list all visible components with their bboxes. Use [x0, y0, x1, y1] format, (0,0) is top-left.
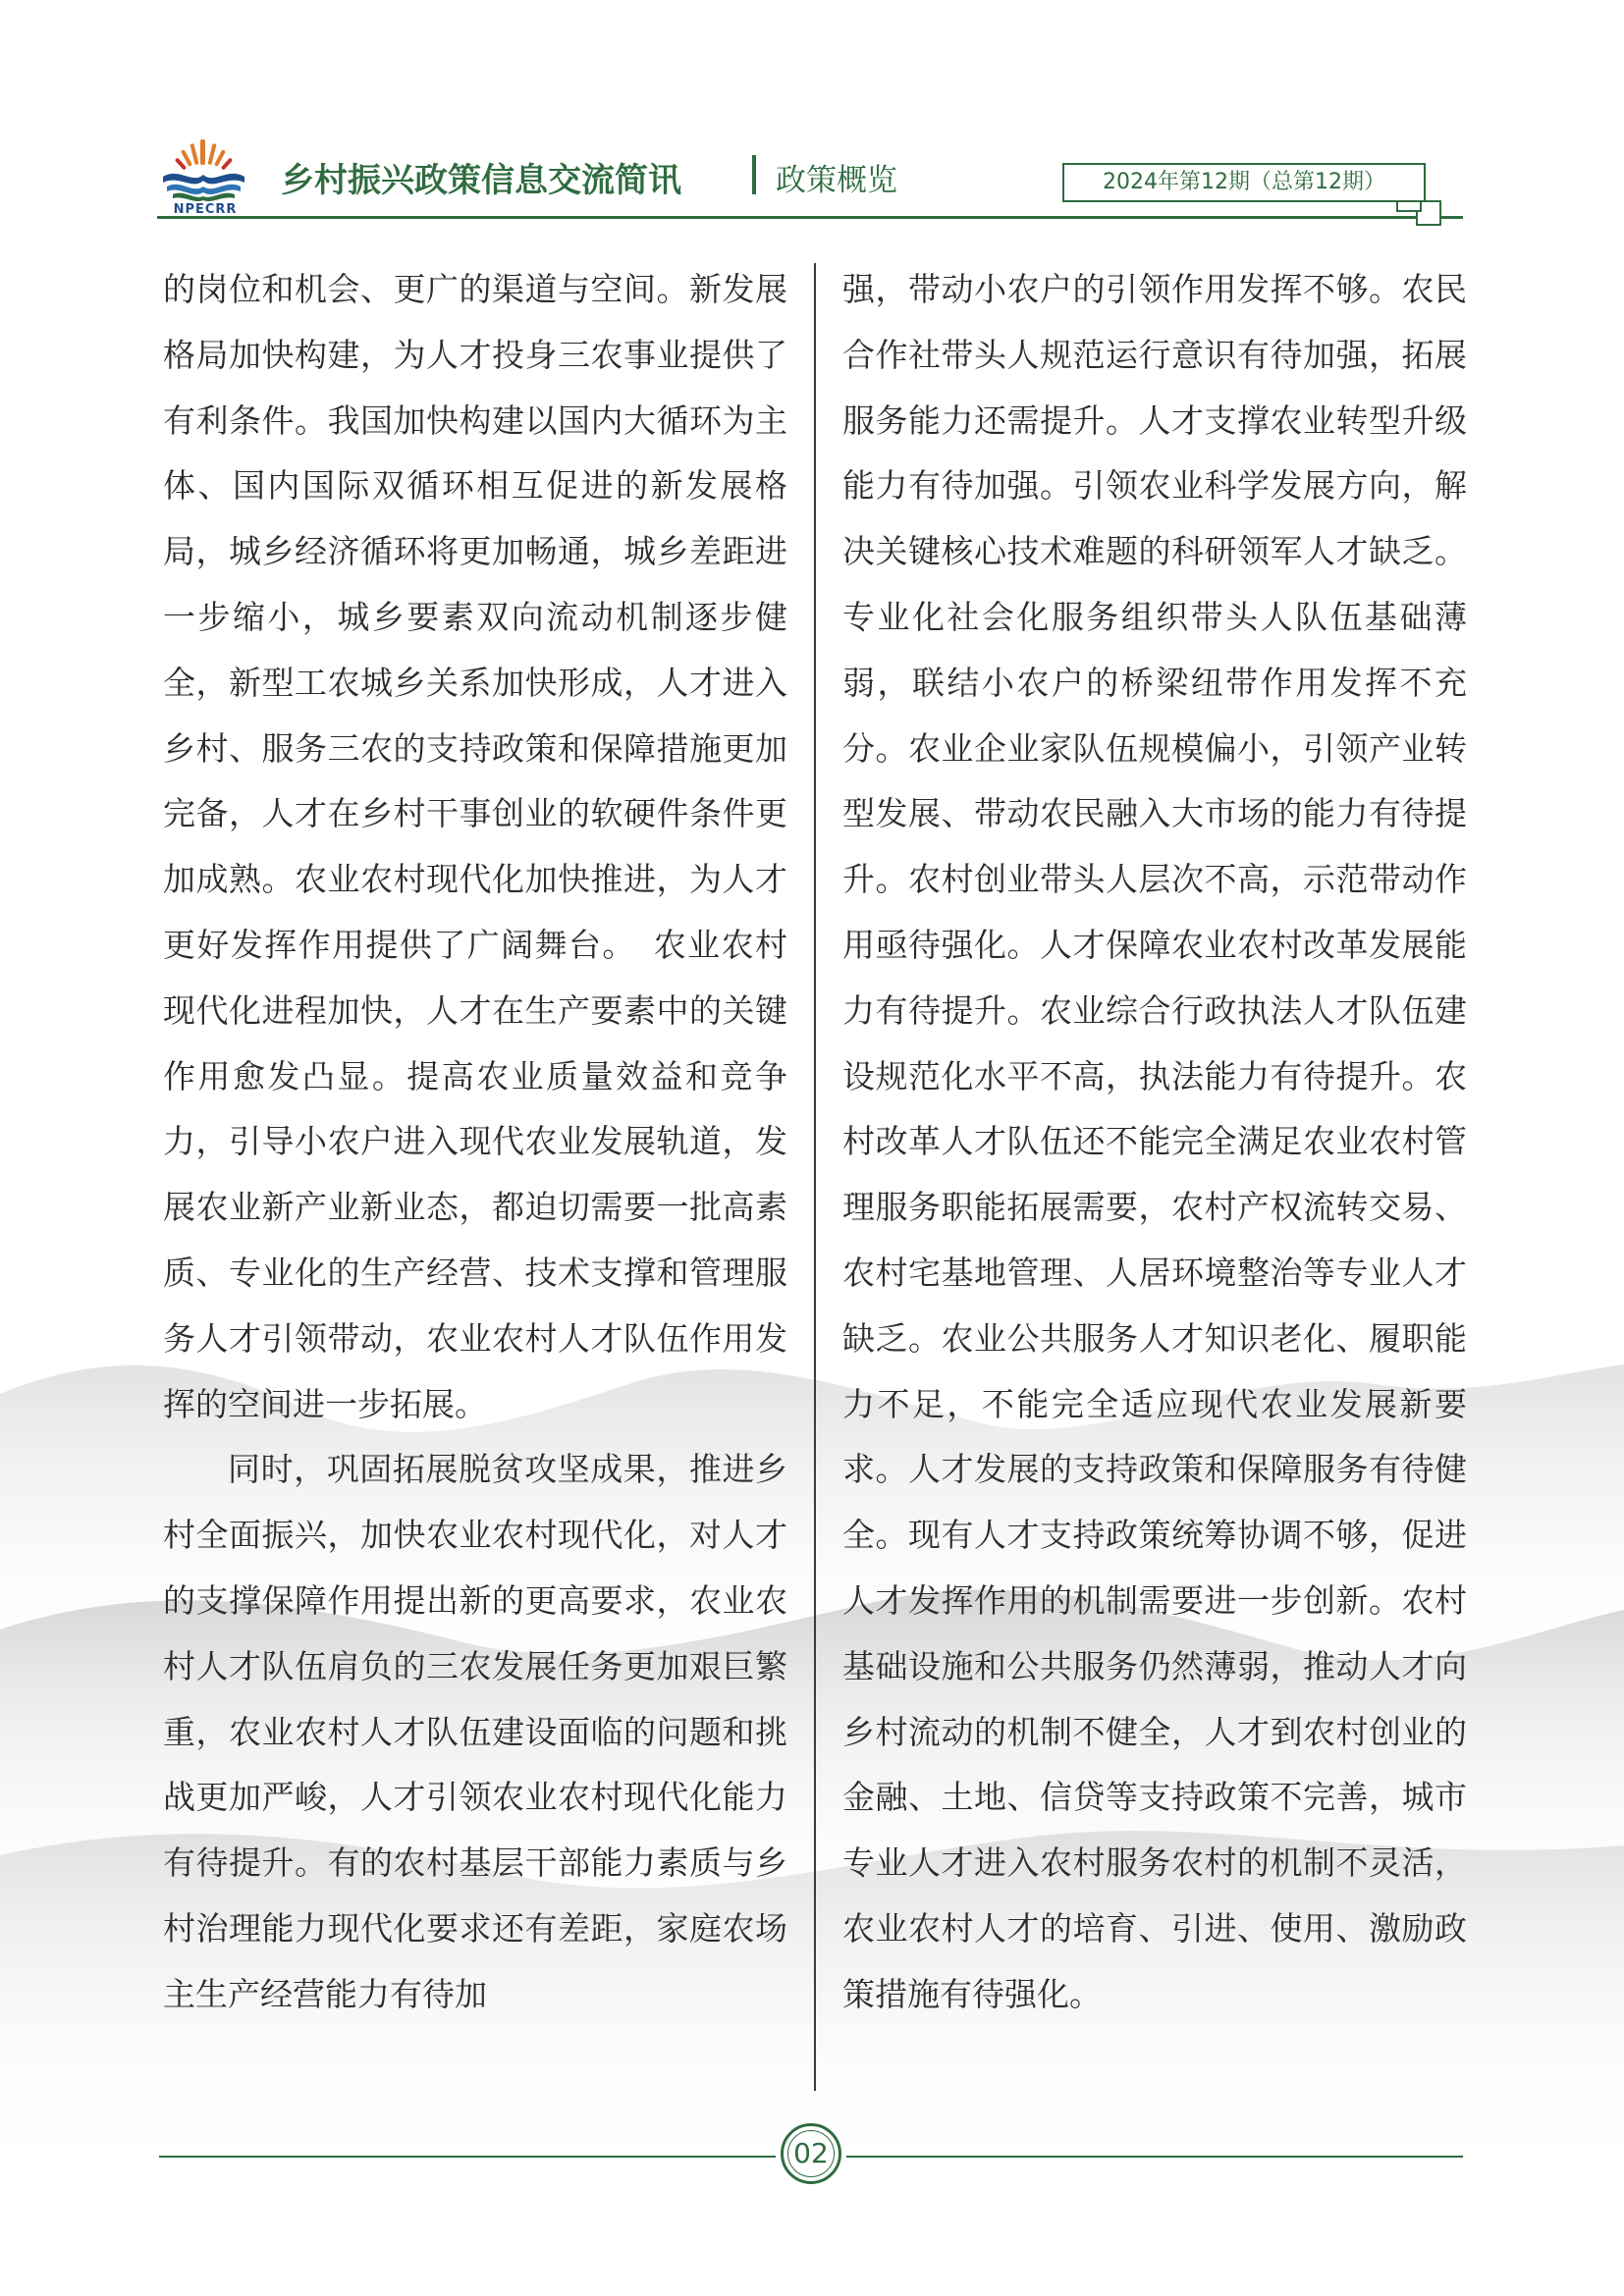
publication-logo: [157, 137, 250, 222]
article-paragraph: 同时，巩固拓展脱贫攻坚成果，推进乡村全面振兴，加快农业农村现代化，对人才的支撑保障作用提出新的更高要求，农业农村人才队伍肩负的三农发展任务更加艰巨繁重，农业农村人才队伍建设面临的问题和挑战更加严峻，人才引领农业农村现代化能力有待提升。有的农村基层干部能力素质与乡村治理能力现代化要求还有差距，家庭农场主生产经营能力有待加: [163, 1450, 787, 2013]
column-divider: [814, 263, 816, 2091]
footer-rule: [846, 2156, 1463, 2158]
issue-badge: [1062, 163, 1426, 202]
page-number: [781, 2123, 841, 2184]
article-column-right: [842, 257, 1467, 2028]
logo-text: NPECRR: [173, 202, 238, 217]
issue-number: 2024年第12期（总第12期）: [1103, 170, 1385, 194]
section-name: 政策概览: [776, 163, 897, 198]
header-rule: [157, 216, 1463, 219]
article-column-left: [163, 257, 787, 2028]
page-header: [157, 137, 1473, 216]
publication-title: 乡村振兴政策信息交流简讯: [281, 161, 681, 200]
article-paragraph: 强，带动小农户的引领作用发挥不够。农民合作社带头人规范运行意识有待加强，拓展服务能力还需提升。人才支撑农业转型升级能力有待加强。引领农业科学发展方向，解决关键核心技术难题的科研领军人才缺乏。专业化社会化服务组织带头人队伍基础薄弱，联结小农户的桥梁纽带作用发挥不充分。农业企业家队伍规模偏小，引领产业转型发展、带动农民融入大市场的能力有待提升。农村创业带头人层次不高，示范带动作用亟待强化。人才保障农业农村改革发展能力有待提升。农业综合行政执法人才队伍建设规范化水平不高，执法能力有待提升。农村改革人才队伍还不能完全满足农业农村管理服务职能拓展需要，农村产权流转交易、农村宅基地管理、人居环境整治等专业人才缺乏。农业公共服务人才知识老化、履职能力不足，不能完全适应现代农业发展新要求。人才发展的支持政策和保障服务有待健全。现有人才支持政策统筹协调不够，促进人才发挥作用的机制需要进一步创新。农村基础设施和公共服务仍然薄弱，推动人才向乡村流动的机制不健全，人才到农村创业的金融、土地、信贷等支持政策不完善，城市专业人才进入农村服务农村的机制不灵活，农业农村人才的培育、引进、使用、激励政策措施有待强化。: [842, 270, 1467, 2013]
footer-rule: [159, 2156, 776, 2158]
article-paragraph: 的岗位和机会、更广的渠道与空间。新发展格局加快构建，为人才投身三农事业提供了有利条件。我国加快构建以国内大循环为主体、国内国际双循环相互促进的新发展格局，城乡经济循环将更加畅通，城乡差距进一步缩小，城乡要素双向流动机制逐步健全，新型工农城乡关系加快形成，人才进入乡村、服务三农的支持政策和保障措施更加完备，人才在乡村干事创业的软硬件条件更加成熟。农业农村现代化加快推进，为人才更好发挥作用提供了广阔舞台。 农业农村现代化进程加快，人才在生产要素中的关键作用愈发凸显。提高农业质量效益和竞争力，引导小农户进入现代农业发展轨道，发展农业新产业新业态，都迫切需要一批高素质、专业化的生产经营、技术支撑和管理服务人才引领带动，农业农村人才队伍作用发挥的空间进一步拓展。: [163, 270, 787, 1423]
title-separator: [752, 155, 756, 194]
page-number-text: 02: [793, 2137, 829, 2169]
logo-emblem-icon: [157, 137, 250, 206]
page-number-ring: [787, 2130, 835, 2177]
